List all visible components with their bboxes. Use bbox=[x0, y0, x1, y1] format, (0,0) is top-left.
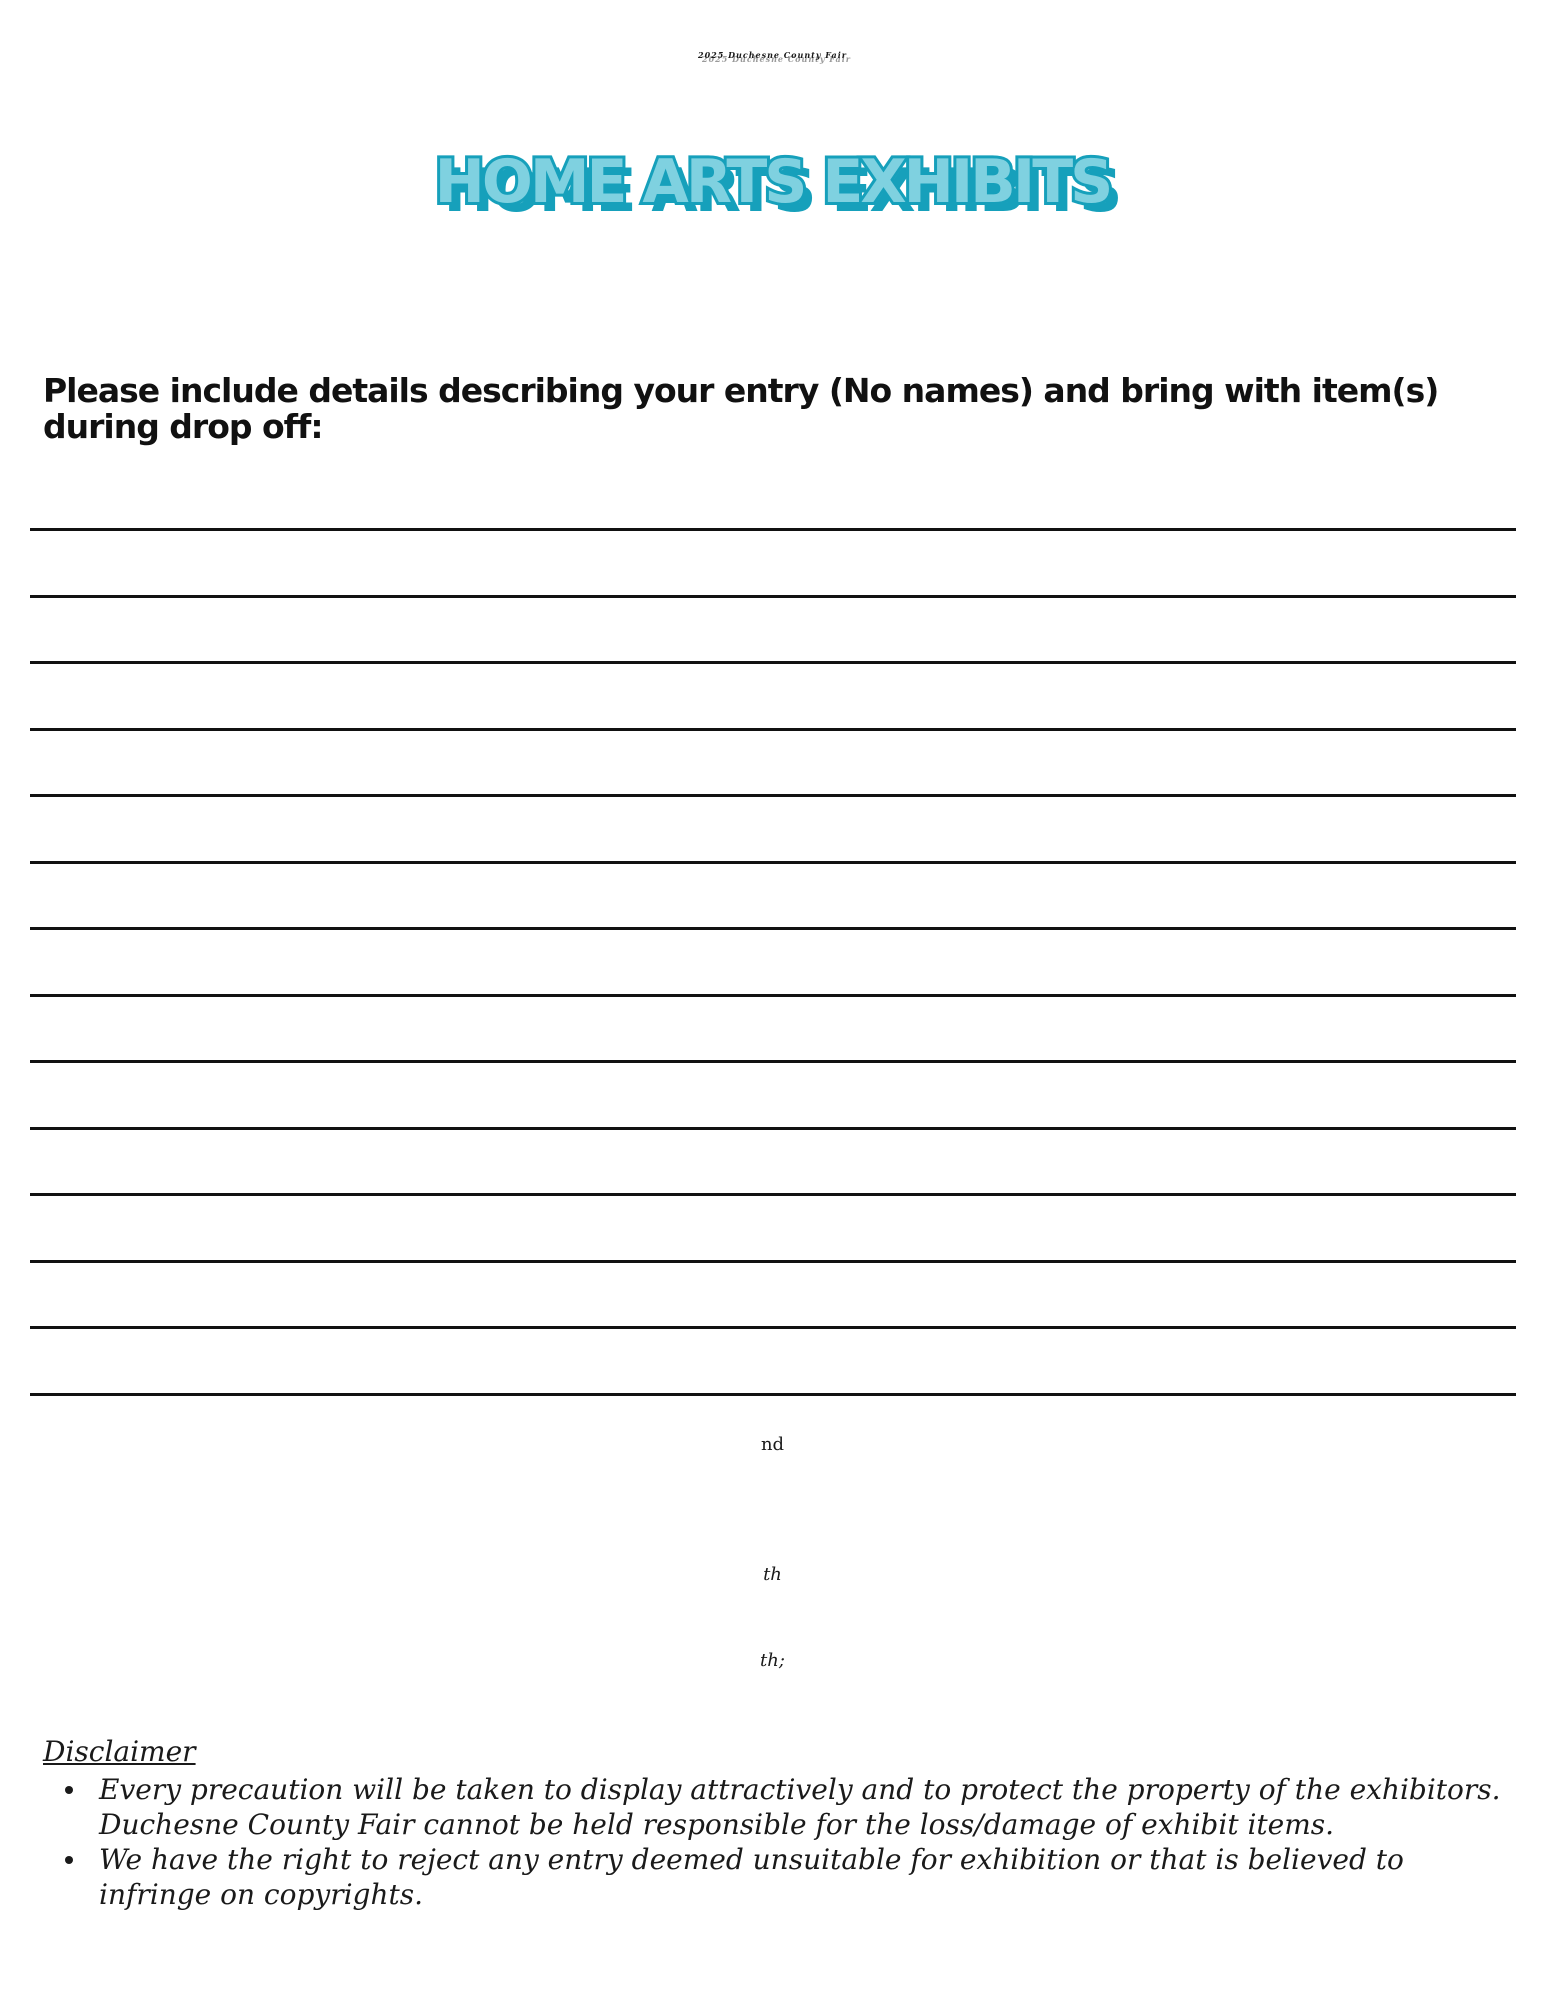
writing-line[interactable] bbox=[30, 595, 1516, 598]
writing-line[interactable] bbox=[30, 1193, 1516, 1196]
bullet-icon bbox=[65, 1856, 73, 1864]
disclaimer-list bbox=[43, 1772, 1503, 1912]
page-title: HOME ARTS EXHIBITS bbox=[434, 147, 1111, 217]
disclaimer-item bbox=[43, 1842, 1503, 1912]
disclaimer-item-text: We have the right to reject any entry deemed unsuitable for exhibition or that is believed to infringe on copyrights. bbox=[99, 1843, 1404, 1911]
participant-pick-up bbox=[0, 1647, 1545, 1687]
writing-line[interactable] bbox=[30, 661, 1516, 664]
writing-line[interactable] bbox=[30, 728, 1516, 731]
fair-subtitle: 2025 Duchesne County Fair bbox=[698, 50, 847, 60]
writing-line[interactable] bbox=[30, 861, 1516, 864]
writing-line[interactable] bbox=[30, 927, 1516, 930]
bullet-icon bbox=[65, 1786, 73, 1794]
writing-line[interactable] bbox=[30, 1393, 1516, 1396]
produce-sign-in bbox=[0, 1561, 1545, 1601]
general-sign-in-date-suffix: nd bbox=[760, 1434, 785, 1455]
writing-line[interactable] bbox=[30, 794, 1516, 797]
disclaimer-heading: Disclaimer bbox=[43, 1735, 196, 1768]
writing-line[interactable] bbox=[30, 1260, 1516, 1263]
writing-line[interactable] bbox=[30, 1127, 1516, 1130]
pick-up-date-suffix: th; bbox=[760, 1650, 785, 1671]
writing-line[interactable] bbox=[30, 994, 1516, 997]
entry-instructions: Please include details describing your entry (No names) and bring with item(s) during drop off: bbox=[43, 371, 1439, 446]
disclaimer-item-text: Every precaution will be taken to display attractively and to protect the property of the exhibitors. Duchesne County Fair cannot be held responsible for the loss/damage of exhibit items. bbox=[99, 1773, 1501, 1841]
produce-sign-in-date-suffix: th bbox=[763, 1564, 782, 1585]
writing-line[interactable] bbox=[30, 528, 1516, 531]
writing-line[interactable] bbox=[30, 1326, 1516, 1329]
disclaimer-item bbox=[43, 1772, 1503, 1842]
entry-description-lines bbox=[30, 0, 1516, 2000]
writing-line[interactable] bbox=[30, 1060, 1516, 1063]
general-sign-in bbox=[0, 1431, 1545, 1471]
